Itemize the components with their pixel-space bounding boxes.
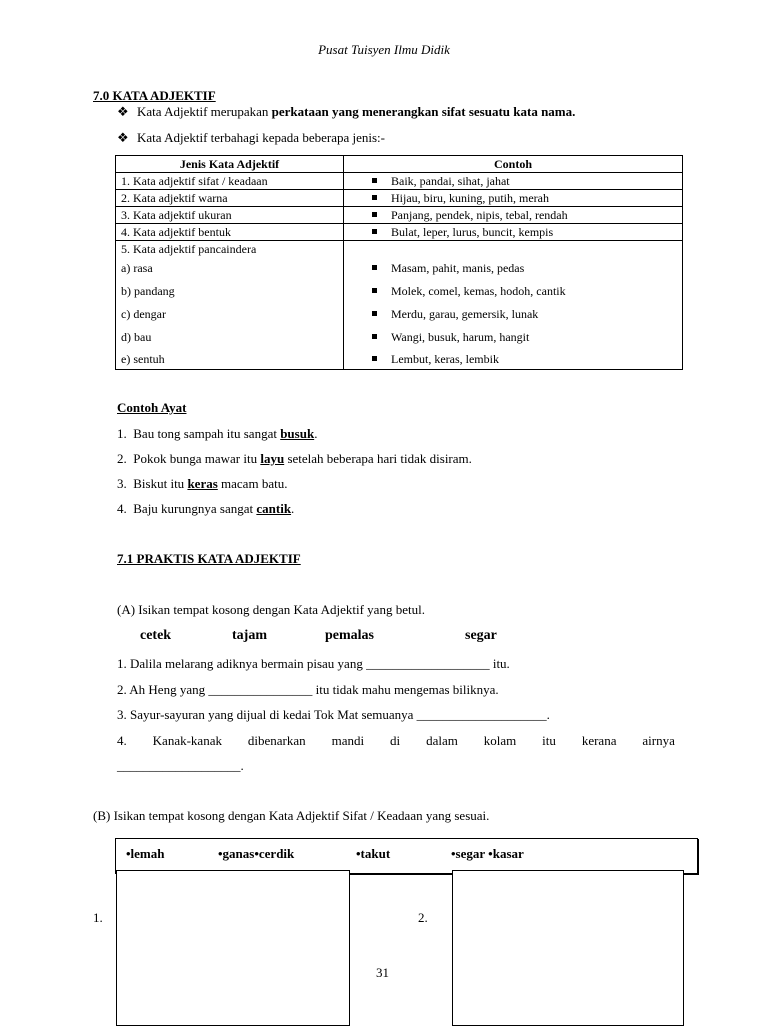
square-bullet-icon xyxy=(372,288,377,293)
square-bullet-icon xyxy=(372,265,377,270)
word-option: •lemah xyxy=(126,846,165,861)
highlighted-adjective: cantik xyxy=(256,501,292,516)
practice-question-1: 1. Dalila melarang adiknya bermain pisau yang ___________________ itu. xyxy=(117,656,510,671)
table-cell-type xyxy=(116,241,344,370)
sub-label: c) dengar xyxy=(121,307,166,321)
part-a-instruction: (A) Isikan tempat kosong dengan Kata Adjektif yang betul. xyxy=(117,602,425,617)
answer-box-2[interactable] xyxy=(452,870,684,1026)
highlighted-adjective: busuk xyxy=(280,426,315,441)
table-cell-type: 1. Kata adjektif sifat / keadaan xyxy=(116,173,344,190)
practice-question-4: 4. Kanak-kanak dibenarkan mandi di dalam kolam itu kerana airnya xyxy=(117,733,675,748)
adjective-types-table xyxy=(115,155,683,370)
practice-question-4-blank: ___________________. xyxy=(117,758,244,773)
word-bank-item: tajam xyxy=(232,628,267,643)
sub-example: Molek, comel, kemas, hodoh, cantik xyxy=(349,280,677,303)
square-bullet-icon xyxy=(372,178,377,183)
table-cell-example: Panjang, pendek, nipis, tebal, rendah xyxy=(344,207,683,224)
page-number: 31 xyxy=(376,965,389,980)
square-bullet-icon xyxy=(372,229,377,234)
pancaindera-title: 5. Kata adjektif pancaindera xyxy=(121,242,257,256)
bullet-definition xyxy=(117,104,575,120)
table-cell-example: Bulat, leper, lurus, buncit, kempis xyxy=(344,224,683,241)
table-row-pancaindera xyxy=(116,241,683,370)
square-bullet-icon xyxy=(372,356,377,361)
section-heading-7-0: 7.0 KATA ADJEKTIF xyxy=(93,88,216,103)
practice-question-2: 2. Ah Heng yang ________________ itu tidak mahu mengemas biliknya. xyxy=(117,682,499,697)
section-heading-7-1: 7.1 PRAKTIS KATA ADJEKTIF xyxy=(117,551,301,566)
answer-box-1[interactable] xyxy=(116,870,350,1026)
sub-example: Masam, pahit, manis, pedas xyxy=(349,257,677,280)
sub-example: Lembut, keras, lembik xyxy=(349,349,677,369)
practice-question-3: 3. Sayur-sayuran yang dijual di kedai Tok Mat semuanya ____________________. xyxy=(117,707,550,722)
table-cell-example: Baik, pandai, sihat, jahat xyxy=(344,173,683,190)
sub-label: b) pandang xyxy=(121,284,175,298)
word-bank-item: pemalas xyxy=(325,628,374,643)
word-option: •takut xyxy=(356,846,391,861)
table-row xyxy=(116,190,683,207)
box-number-2: 2. xyxy=(418,910,428,925)
word-bank-item: cetek xyxy=(140,628,172,643)
diamond-bullet-icon: ❖ xyxy=(117,104,129,119)
table-row xyxy=(116,224,683,241)
sub-label: d) bau xyxy=(121,330,152,344)
square-bullet-icon xyxy=(372,195,377,200)
table-cell-type: 3. Kata adjektif ukuran xyxy=(116,207,344,224)
part-b-instruction: (B) Isikan tempat kosong dengan Kata Adjektif Sifat / Keadaan yang sesuai. xyxy=(93,808,490,823)
diamond-bullet-icon: ❖ xyxy=(117,130,129,145)
highlighted-adjective: layu xyxy=(260,451,285,466)
bullet-types xyxy=(117,130,385,146)
contoh-ayat-heading: Contoh Ayat xyxy=(117,400,187,415)
highlighted-adjective: keras xyxy=(187,476,218,491)
table-cell-example: Hijau, biru, kuning, putih, merah xyxy=(344,190,683,207)
table-cell-type: 4. Kata adjektif bentuk xyxy=(116,224,344,241)
sub-label: e) sentuh xyxy=(121,352,165,366)
table-header-example: Contoh xyxy=(344,156,683,173)
example-sentence: 3. Biskut itu keras macam batu. xyxy=(117,476,288,491)
square-bullet-icon xyxy=(372,311,377,316)
definition-bold-text: perkataan yang menerangkan sifat sesuatu kata nama. xyxy=(271,104,576,119)
table-header-type: Jenis Kata Adjektif xyxy=(116,156,344,173)
word-option: •segar •kasar xyxy=(451,846,524,861)
part-b-word-box xyxy=(115,838,698,874)
table-row xyxy=(116,173,683,190)
types-text: Kata Adjektif terbahagi kepada beberapa jenis:- xyxy=(137,130,385,145)
word-option: •ganas•cerdik xyxy=(218,846,295,861)
example-sentence: 1. Bau tong sampah itu sangat busuk. xyxy=(117,426,318,441)
table-cell-example xyxy=(344,241,683,370)
example-sentence: 2. Pokok bunga mawar itu layu setelah beberapa hari tidak disiram. xyxy=(117,451,472,466)
square-bullet-icon xyxy=(372,334,377,339)
sub-example: Merdu, garau, gemersik, lunak xyxy=(349,303,677,326)
sub-label: a) rasa xyxy=(121,261,153,275)
sub-example: Wangi, busuk, harum, hangit xyxy=(349,326,677,349)
page-header: Pusat Tuisyen Ilmu Didik xyxy=(318,42,450,57)
square-bullet-icon xyxy=(372,212,377,217)
box-number-1: 1. xyxy=(93,910,103,925)
table-cell-type: 2. Kata adjektif warna xyxy=(116,190,344,207)
table-row xyxy=(116,207,683,224)
word-bank-item: segar xyxy=(465,628,497,643)
example-sentence: 4. Baju kurungnya sangat cantik. xyxy=(117,501,295,516)
definition-text: Kata Adjektif merupakan xyxy=(137,104,272,119)
